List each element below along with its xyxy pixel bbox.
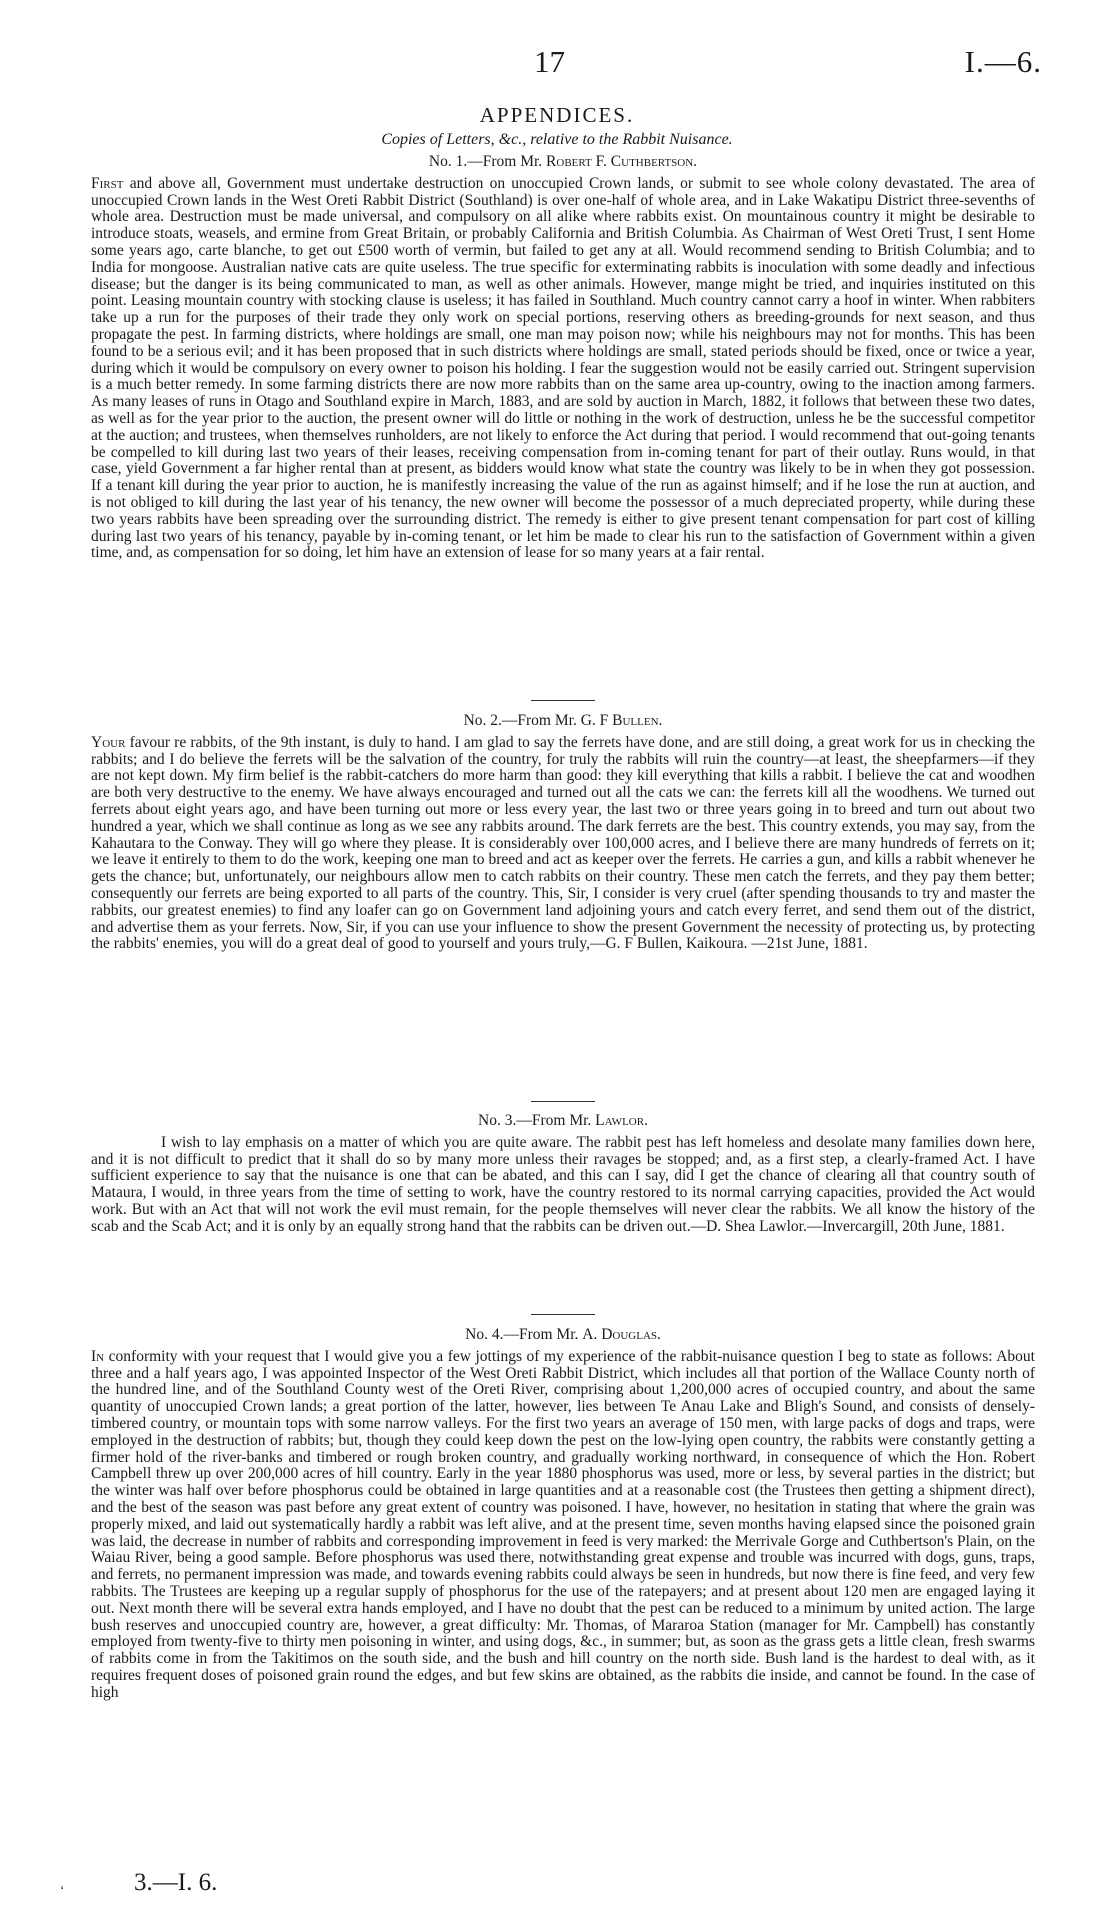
letter-2 xyxy=(91,713,1035,953)
letter-1-author: Robert F. Cuthbertson. xyxy=(546,153,698,170)
letter-4 xyxy=(91,1327,1035,1702)
letter-1-lead: First xyxy=(91,174,124,192)
letter-1-heading-prefix: No. 1.—From Mr. xyxy=(428,153,547,170)
footer-mark: ‘ xyxy=(60,1882,65,1897)
letter-1 xyxy=(91,154,1035,562)
letter-2-author: G. F Bullen. xyxy=(580,712,663,729)
letter-4-heading xyxy=(91,1327,1035,1344)
letter-2-heading-prefix: No. 2.—From Mr. xyxy=(463,712,581,729)
letter-1-heading xyxy=(91,154,1035,171)
section-divider-3 xyxy=(91,1314,1035,1315)
letter-3-text: I wish to lay emphasis on a matter of which you are quite aware. The rabbit pest has left homeless and desolate many families down here, and it is not difficult to predict that it shall do so by many more unless their ravages be stopped; and, as a first step, a clearly-framed Act. I have sufficient experience to say that the nuisance is one that can be abated, and this can I say, did I get the chance of clearing all that country south of Mataura, I would, in three years from the time of setting to work, have the country restored to its normal carrying capacities, provided the Act would work. But with an Act that will not work the evil must remain, for the people themselves will never clear the rabbits. We all know the history of the scab and the Scab Act; and it is only by an equally strong hand that the rabbits can be driven out.—D. Shea Lawlor.—Invercargill, 20th June, 1881. xyxy=(91,1133,1035,1235)
section-divider-2 xyxy=(91,1101,1035,1102)
letter-2-text: favour re rabbits, of the 9th instant, is duly to hand. I am glad to say the ferrets have done, and are still doing, a great work for us in checking the rabbits; and I do believe the ferrets will be the salvation of the country, for truly the rabbits will ruin the country—at least, the sheepfarmers—if they are not kept down. My firm belief is the rabbit-catchers do more harm than good: they kill everything that kills a rabbit. I believe the cat and woodhen are both very destructive to the enemy. We have always encouraged and turned out all the cats we can: the ferrets kill all the woodhens. We turned out ferrets about eight years ago, and have been turning out more or less every year, the last two or three years going in to breed and turn out about two hundred a year, which we shall continue as long as we see any rabbits around. The dark ferrets are the best. This country extends, you may say, from the Kahautara to the Conway. They will go where they please. It is considerably over 100,000 acres, and I believe there are many hundreds of ferrets on it; we leave it entirely to them to do the work, keeping one man to breed and act as keeper over the ferrets. He carries a gun, and kills a rabbit whenever he gets the chance; but, unfortunately, our neighbours allow men to catch rabbits on their country. These men catch the ferrets, and they pay them better; consequently our ferrets are being exported to all parts of the country. This, Sir, I consider is very cruel (after spending thousands to try and master the rabbits, our greatest enemies) to find any loafer can go on Government land adjoining yours and catch every ferret, and send them out of the district, and advertise them as your ferrets. Now, Sir, if you can use your influence to show the present Government the necessity of protecting us, by protecting the rabbits' enemies, you will do a great deal of good to yourself and yours truly,—G. F Bullen, Kaikoura. —21st June, 1881. xyxy=(91,733,1036,953)
letter-1-body xyxy=(91,176,1035,562)
page-header xyxy=(0,44,1114,84)
letter-3-heading xyxy=(91,1113,1035,1130)
letter-2-body xyxy=(91,735,1035,953)
letter-3-author: Lawlor. xyxy=(595,1112,648,1129)
letter-4-body xyxy=(91,1349,1035,1702)
page-number: 17 xyxy=(534,44,565,79)
letter-4-heading-prefix: No. 4.—From Mr. xyxy=(465,1326,583,1343)
letter-4-lead: In xyxy=(91,1347,105,1365)
letter-2-heading xyxy=(91,713,1035,730)
letter-3-body xyxy=(91,1135,1035,1236)
letter-4-author: A. Douglas. xyxy=(582,1326,661,1343)
page-title: APPENDICES. xyxy=(479,103,635,127)
footer-signature-code: 3.—I. 6. xyxy=(134,1869,218,1896)
page-subtitle: Copies of Letters, &c., relative to the Rabbit Nuisance. xyxy=(381,131,733,148)
letter-3 xyxy=(91,1113,1035,1236)
letter-3-heading-prefix: No. 3.—From Mr. xyxy=(478,1112,596,1129)
letter-4-text: conformity with your request that I would give you a few jottings of my experience of the rabbit-nuisance question I beg to state as follows: About three and a half years ago, I was appointed Inspector of the West Oreti Rabbit District, which includes all that portion of the Wallace County north of the hundred line, and of the Southland County west of the Oreti River, comprising about 1,200,000 acres of occupied country, and about the same quantity of unoccupied Crown lands; a great portion of the latter, however, lies between Te Anau Lake and Bligh's Sound, and consists of densely-timbered country, or mountain tops with some narrow valleys. For the first two years an average of 150 men, with large packs of dogs and traps, were employed in the destruction of rabbits; but, though they could keep down the pest on the low-lying open country, the rabbits were constantly getting a firmer hold of the river-banks and timbered or rough broken country, and gradually working northward, in consequence of which the Hon. Robert Campbell threw up over 200,000 acres of hill country. Early in the year 1880 phosphorus was used, more or less, by several parties in the district; but the winter was half over before phosphorus could be obtained in large quantities and at a reasonable cost (the Trustees then getting a shipment direct), and the best of the season was past before any great extent of country was poisoned. I have, however, no hesitation in stating that where the grain was properly mixed, and laid out systematically hardly a rabbit was left alive, and at the present time, seven months having elapsed since the poisoned grain was laid, the decrease in number of rabbits and corresponding improvement in feed is very marked: the Merrivale Gorge and Cuthbertson's Plain, on the Waiau River, being a good sample. Before phosphorus was used there, notwithstanding great expense and trouble was incurred with dogs, guns, traps, and ferrets, no permanent impression was made, and towards evening rabbits could always be seen in hundreds, but now there is fine feed, and very few rabbits. The Trustees are keeping up a regular supply of phosphorus for the use of the ratepayers; and at present about 120 men are engaged laying it out. Next month there will be several extra hands employed, and I have no doubt that the pest can be reduced to a minimum by united action. The large bush reserves and unoccupied country are, however, a great difficulty: Mr. Thomas, of Mararoa Station (manager for Mr. Campbell) has constantly employed from twenty-five to thirty men poisoning in winter, and using dogs, &c., in summer; but, as soon as the grass gets a little clean, fresh swarms of rabbits come in from the Takitimos on the south side, and the bush and hill country on the north side. Bush land is the hardest to deal with, as it requires frequent doses of poisoned grain round the edges, and but few skins are obtained, as the rabbits die inside, and cannot be found. In the case of high xyxy=(91,1347,1035,1701)
document-code: I.—6. xyxy=(964,44,1042,79)
letter-2-lead: Your xyxy=(91,733,126,751)
letter-1-text: and above all, Government must undertake destruction on unoccupied Crown lands, or submit to see whole colony devastated. The area of unoccupied Crown lands in the West Oreti Rabbit District (Southland) is over one-half of whole area, and in Lake Wakatipu District three-sevenths of whole area. Destruction must be made universal, and compulsory on all alike where rabbits exist. On mountainous country it might be desirable to introduce stoats, weasels, and ermine from Great Britain, or probably California and British Columbia. As Chairman of West Oreti Trust, I sent Home some years ago, carte blanche, to get out £500 worth of vermin, but failed to get any at all. Would recommend sending to British Columbia; and to India for mongoose. Australian native cats are quite useless. The true specific for exterminating rabbits is inoculation with some deadly and infectious disease; but the danger is its being communicated to man, as well as other animals. However, mange might be tried, and inquiries instituted on this point. Leasing mountain country with stocking clause is useless; it has failed in Southland. Much country cannot carry a hoof in winter. When rabbiters take up a run for the purposes of their trade they only work on special portions, reserving others as breeding-grounds for next season, and thus propagate the pest. In farming districts, where holdings are small, one man may poison now; while his neighbours may not for months. This has been found to be a serious evil; and it has been proposed that in such districts where holdings are small, stated periods should be fixed, once or twice a year, during which it would be compulsory on every owner to poison his holding. I fear the suggestion would not be easily carried out. Stringent supervision is a much better remedy. In some farming districts there are now more rabbits than on the same area up-country, owing to the inaction among farmers. As many leases of runs in Otago and Southland expire in March, 1883, and are sold by auction in March, 1882, it follows that between these two dates, as well as for the year prior to the auction, the present owner will do little or nothing in the work of destruction, unless he be the successful competitor at the auction; and trustees, when themselves runholders, are not likely to enforce the Act during that period. I would recommend that out-going tenants be compelled to kill during last two years of their leases, receiving compensation from in-coming tenant for part of their outlay. Runs would, in that case, yield Government a far higher rental than at present, as bidders would know what state the country was likely to be in when they got possession. If a tenant kill during the year prior to auction, he is manifestly increasing the value of the run as against himself; and if he lose the run at auction, and is not obliged to kill during the last year of his tenancy, the new owner will become the possessor of a much depreciated property, while during these two years rabbits have been spreading over the surrounding district. The remedy is either to give present tenant compensation for part cost of killing during last two years of his tenancy, payable by in-coming tenant, or let him be made to clear his run to the satisfaction of Government within a given time, and, as compensation for so doing, let him have an extension of lease for so many years at a fair rental. xyxy=(91,174,1035,562)
section-divider-1 xyxy=(91,700,1035,701)
